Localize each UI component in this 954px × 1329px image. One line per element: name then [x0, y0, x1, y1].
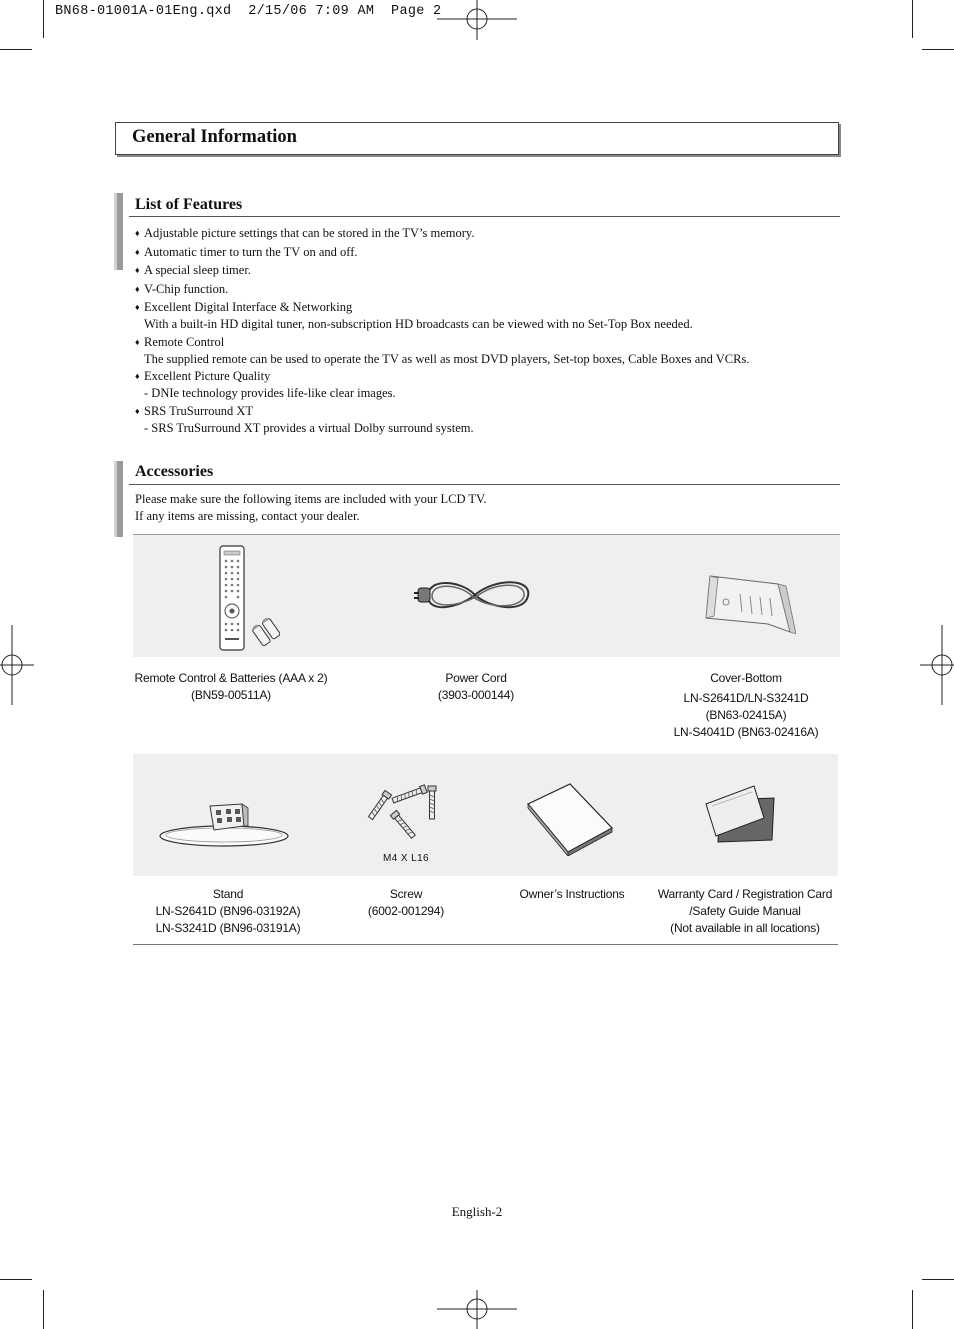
accessory-caption-owners-instructions [502, 886, 642, 903]
bullet-icon: ♦ [135, 228, 140, 238]
accessories-intro: Please make sure the following items are included with your LCD TV. [135, 492, 487, 506]
caption-line: /Safety Guide Manual [689, 904, 801, 918]
crop-mark [912, 1290, 913, 1329]
caption-line: (BN59-00511A) [191, 688, 271, 702]
caption-line: (Not available in all locations) [670, 921, 820, 935]
registration-mark-icon [920, 625, 954, 705]
caption-line: Stand [212, 887, 244, 901]
power-cord-icon [414, 572, 536, 620]
bullet-icon: ♦ [135, 265, 140, 276]
feature-text: Automatic timer to turn the TV on and off. [144, 244, 358, 259]
feature-text: V-Chip function. [144, 281, 229, 296]
page-number: English-2 [451, 1204, 503, 1219]
caption-line: LN-S4041D (BN63-02416A) [673, 725, 819, 739]
warranty-card-icon [702, 784, 778, 844]
accessories-intro: If any items are missing, contact your dealer. [135, 509, 360, 523]
accessory-caption-stand [138, 886, 318, 937]
bullet-icon: ♦ [135, 336, 140, 347]
feature-item [135, 404, 253, 419]
caption-line: (BN63-02415A) [705, 708, 787, 722]
feature-subtext: The supplied remote can be used to operate the TV as well as most DVD players, Set-top boxes, Cable Boxes and VCRs. [144, 351, 750, 366]
section-bar [114, 461, 123, 537]
page-title: General Information [132, 127, 297, 147]
feature-item [135, 369, 270, 384]
caption-line: (6002-001294) [367, 904, 445, 918]
feature-item [135, 282, 228, 297]
crop-mark [922, 1279, 954, 1280]
crop-mark [922, 49, 954, 50]
feature-item [135, 245, 358, 260]
caption-line: (3903-000144) [437, 688, 515, 702]
feature-text: A special sleep timer. [144, 263, 251, 278]
accessory-caption-power-cord [396, 670, 556, 704]
feature-item [135, 226, 474, 241]
crop-mark [0, 1279, 32, 1280]
registration-mark-icon [437, 1290, 517, 1329]
section-rule [133, 944, 838, 945]
caption-line: LN-S3241D (BN96-03191A) [155, 921, 301, 935]
feature-subtext: With a built-in HD digital tuner, non-subscription HD broadcasts can be viewed with no Set-Top Box needed. [144, 317, 693, 332]
section-rule [129, 484, 840, 485]
bullet-icon: ♦ [135, 371, 140, 382]
manual-booklet-icon [524, 782, 616, 856]
bullet-icon: ♦ [135, 246, 140, 257]
feature-item [135, 300, 352, 315]
cover-bottom-icon [700, 572, 796, 636]
registration-mark-icon [437, 0, 517, 40]
bullet-icon: ♦ [135, 405, 140, 416]
bullet-icon: ♦ [135, 283, 140, 294]
features-title: List of Features [135, 196, 243, 213]
screw-size-label: M4 X L16 [383, 853, 430, 864]
feature-text: Excellent Digital Interface & Networking [144, 300, 353, 315]
accessory-caption-screw [346, 886, 466, 920]
caption-line: Screw [389, 887, 423, 901]
file-slug: BN68-01001A-01Eng.qxd 2/15/06 7:09 AM Page 2 [55, 4, 442, 19]
registration-mark-icon [0, 625, 34, 705]
caption-line: Cover-Bottom [710, 671, 782, 685]
caption-line: Owner’s Instructions [519, 887, 625, 901]
feature-text: Excellent Picture Quality [144, 369, 271, 384]
section-bar [114, 193, 123, 270]
stand-icon [158, 798, 290, 850]
crop-mark [912, 0, 913, 38]
feature-text: Remote Control [144, 334, 225, 349]
feature-item [135, 335, 224, 350]
section-rule [129, 216, 840, 217]
remote-control-icon [214, 544, 280, 654]
accessory-caption-remote [131, 670, 331, 704]
accessory-caption-cover-bottom [660, 670, 832, 741]
crop-mark [43, 1290, 44, 1329]
feature-text: Adjustable picture settings that can be stored in the TV’s memory. [144, 226, 475, 240]
accessory-caption-warranty-card [648, 886, 842, 937]
feature-item [135, 263, 251, 278]
accessories-title: Accessories [135, 463, 214, 480]
feature-subtext: - SRS TruSurround XT provides a virtual Dolby surround system. [144, 420, 474, 435]
screw-icon [362, 782, 444, 848]
caption-line: Power Cord [445, 671, 507, 685]
caption-line: Remote Control & Batteries (AAA x 2) [134, 671, 328, 685]
bullet-icon: ♦ [135, 302, 140, 313]
caption-line: Warranty Card / Registration Card [657, 887, 833, 901]
feature-text: SRS TruSurround XT [144, 403, 254, 418]
feature-subtext: - DNIe technology provides life-like clear images. [144, 386, 396, 401]
page-title-box [115, 122, 839, 155]
caption-line: LN-S2641D (BN96-03192A) [155, 904, 301, 918]
crop-mark [0, 49, 32, 50]
caption-line: LN-S2641D/LN-S3241D [683, 691, 809, 705]
crop-mark [43, 0, 44, 38]
